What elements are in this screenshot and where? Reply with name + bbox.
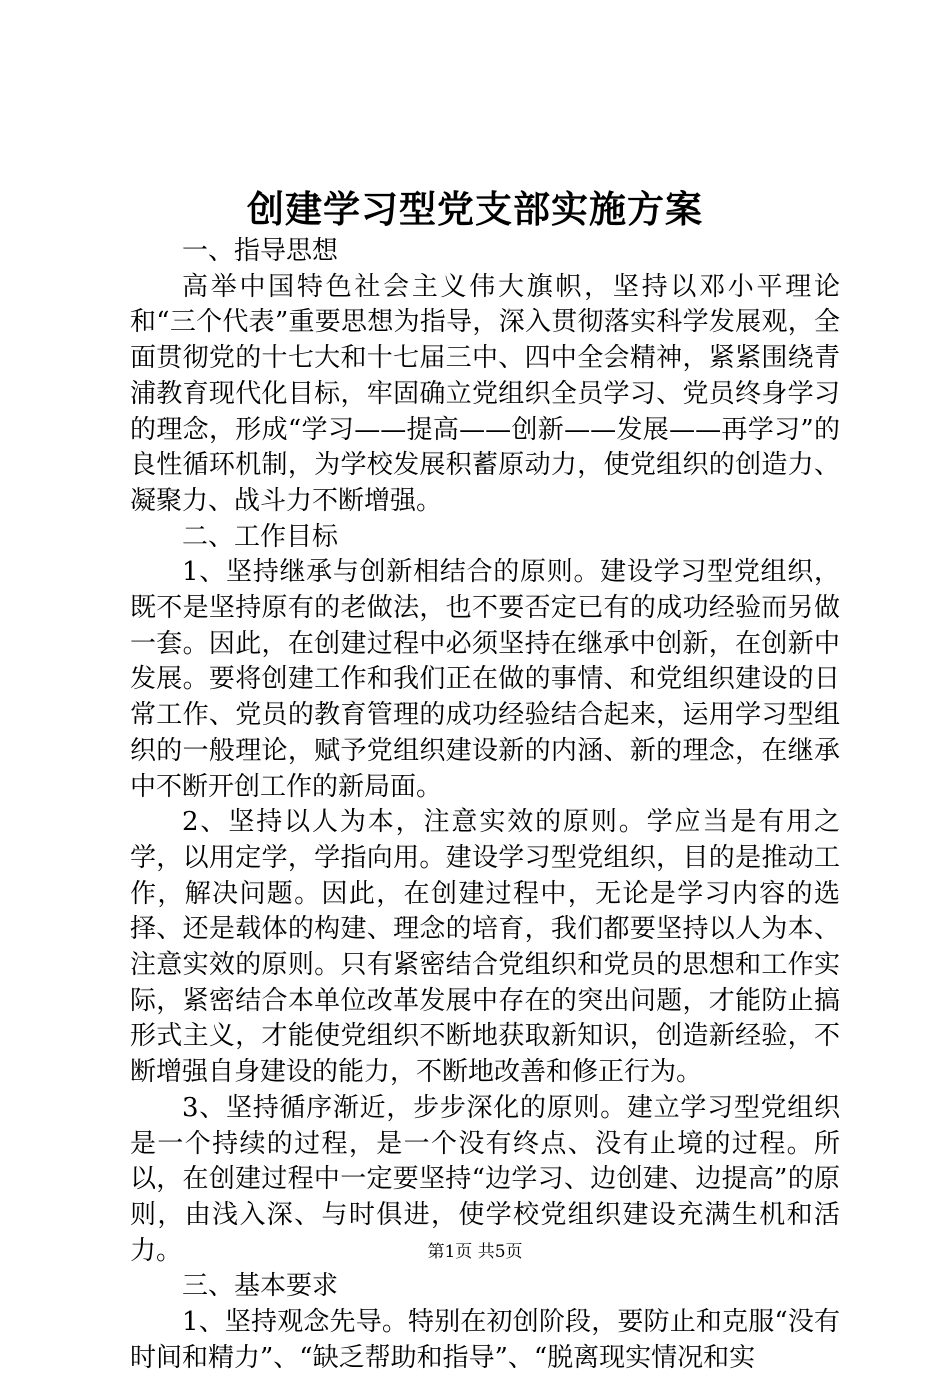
paragraph-goal-1: 1、坚持继承与创新相结合的原则。建设学习型党组织，既不是坚持原有的老做法，也不要否定已有的成功经验而另做一套。因此，在创建过程中必须坚持在继承中创新，在创新中发展。要将创建工作和我们正在做的事情、和党组织建设的日常工作、党员的教育管理的成功经验结合起来，运用学习型组织的一般理论，赋予党组织建设新的内涵、新的理念，在继承中不断开创工作的新局面。	[130, 557, 840, 802]
paragraph-goal-3: 3、坚持循序渐近，步步深化的原则。建立学习型党组织是一个持续的过程，是一个没有终点、没有止境的过程。所以，在创建过程中一定要坚持“边学习、边创建、边提高”的原则，由浅入深、与时俱进，使学校党组织建设充满生机和活力。	[130, 1092, 840, 1266]
document-body	[130, 234, 840, 1377]
section-heading-work-goals: 二、工作目标	[182, 521, 339, 552]
page-footer: 第1页 共5页	[427, 1242, 523, 1262]
document-title: 创建学习型党支部实施方案	[247, 187, 703, 231]
paragraph-guiding-ideology: 高举中国特色社会主义伟大旗帜，坚持以邓小平理论和“三个代表”重要思想为指导，深入贯彻落实科学发展观，全面贯彻党的十七大和十七届三中、四中全会精神，紧紧围绕青浦教育现代化目标，牢固确立党组织全员学习、党员终身学习的理念，形成“学习——提高——创新——发展——再学习”的良性循环机制，为学校发展积蓄原动力，使党组织的创造力、凝聚力、战斗力不断增强。	[130, 271, 840, 516]
paragraph-goal-2: 2、坚持以人为本，注意实效的原则。学应当是有用之学，以用定学，学指向用。建设学习型党组织，目的是推动工作，解决问题。因此，在创建过程中，无论是学习内容的选择、还是载体的构建、理念的培育，我们都要坚持以人为本、注意实效的原则。只有紧密结合党组织和党员的思想和工作实际，紧密结合本单位改革发展中存在的突出问题，才能防止搞形式主义，才能使党组织不断地获取新知识，创造新经验，不断增强自身建设的能力，不断地改善和修正行为。	[130, 807, 840, 1088]
section-heading-guiding-ideology: 一、指导思想	[182, 236, 339, 266]
paragraph-requirement-1: 1、坚持观念先导。特别在初创阶段，要防止和克服“没有时间和精力”、“缺乏帮助和指导”、“脱离现实情况和实	[130, 1307, 840, 1373]
section-heading-basic-requirements: 三、基本要求	[182, 1271, 339, 1302]
